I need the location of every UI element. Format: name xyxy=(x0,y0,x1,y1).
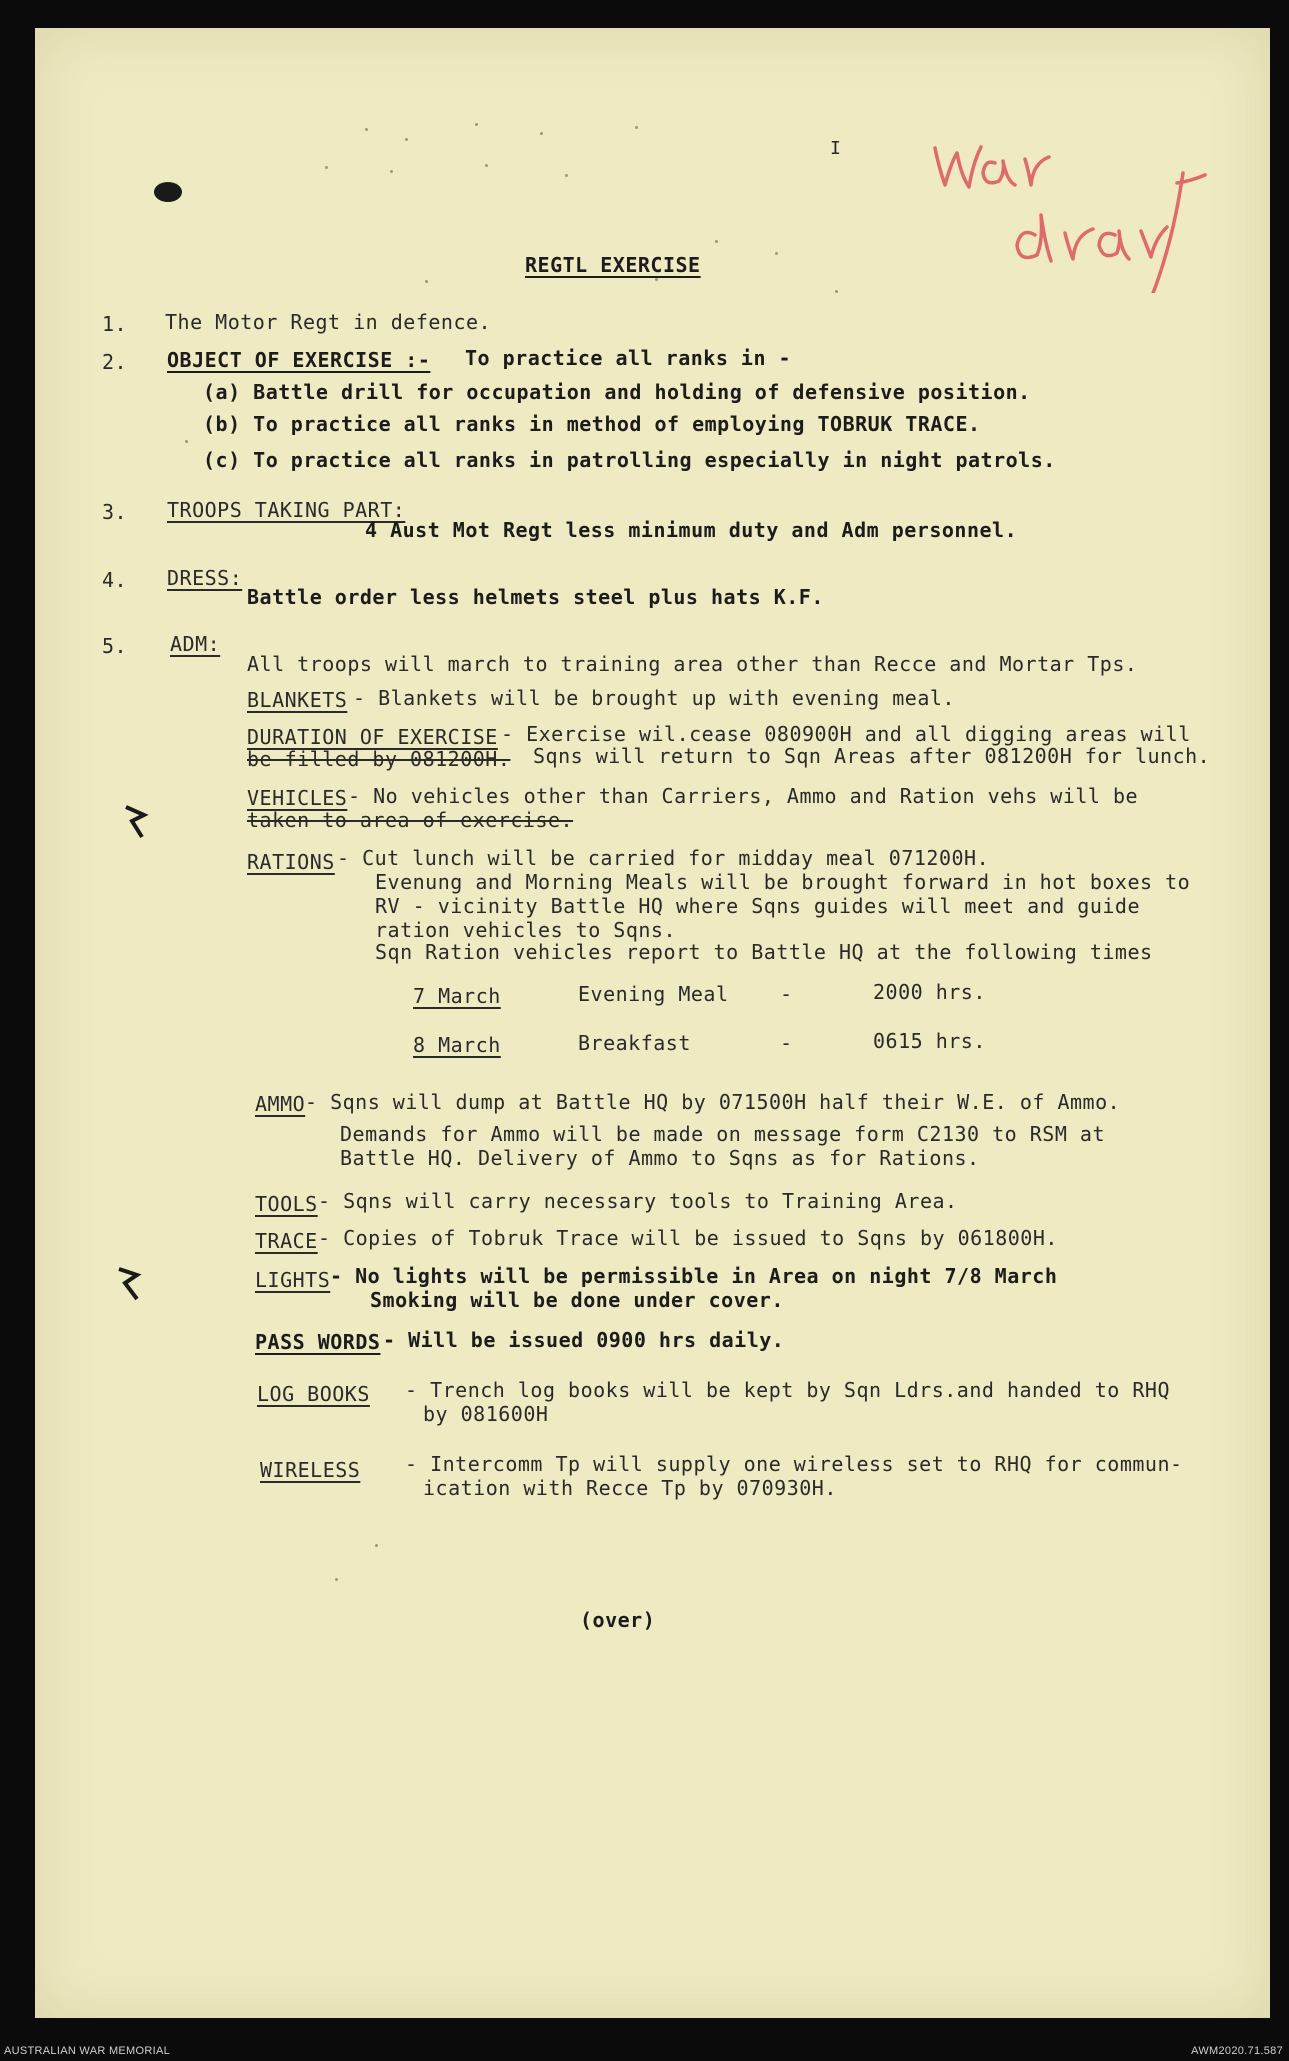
adm-text: - Intercomm Tp will supply one wireless set to RHQ for commun- xyxy=(405,1452,1183,1476)
rations-line: - Cut lunch will be carried for midday meal 071200H. xyxy=(337,846,990,870)
sub-item: (a) Battle drill for occupation and holding of defensive position. xyxy=(203,380,1031,404)
item-text: The Motor Regt in defence. xyxy=(165,310,492,334)
print-speck xyxy=(655,278,658,281)
section-label: OBJECT OF EXERCISE :- xyxy=(167,348,431,372)
sub-item: (b) To practice all ranks in method of employing TOBRUK TRACE. xyxy=(203,412,981,436)
adm-text: - Trench log books will be kept by Sqn Ldrs.and handed to RHQ xyxy=(405,1378,1171,1402)
print-speck xyxy=(365,128,368,131)
adm-text: - Sqns will dump at Battle HQ by 071500H half their W.E. of Ammo. xyxy=(305,1090,1121,1114)
item-number: 5. xyxy=(102,634,128,658)
schedule-time: 2000 hrs. xyxy=(873,980,986,1004)
rations-line: Evenung and Morning Meals will be brought forward in hot boxes to xyxy=(375,870,1191,894)
schedule-time: 0615 hrs. xyxy=(873,1029,986,1053)
punch-hole-mark xyxy=(150,178,190,208)
adm-text: - Copies of Tobruk Trace will be issued to Sqns by 061800H. xyxy=(318,1226,1058,1250)
adm-label-duration: DURATION OF EXERCISE xyxy=(247,725,498,749)
schedule-meal: Breakfast xyxy=(578,1031,691,1055)
war-diary-handwriting xyxy=(915,123,1245,293)
print-speck xyxy=(775,252,778,255)
adm-label-rations: RATIONS xyxy=(247,850,335,874)
page-title: REGTL EXERCISE xyxy=(525,253,701,277)
print-speck xyxy=(540,132,543,135)
adm-text: be filled by 081200H. xyxy=(247,747,511,771)
adm-text: - Exercise wil.cease 080900H and all digging areas will xyxy=(501,722,1191,746)
adm-text: - No vehicles other than Carriers, Ammo and Ration vehs will be xyxy=(348,784,1139,808)
schedule-date: 7 March xyxy=(413,984,501,1008)
adm-text: ication with Recce Tp by 070930H. xyxy=(423,1476,837,1500)
adm-text: - Will be issued 0900 hrs daily. xyxy=(383,1328,785,1352)
schedule-dash: - xyxy=(780,1031,793,1055)
footer-accession-number: AWM2020.71.587 xyxy=(1191,2045,1283,2057)
item-text: To practice all ranks in - xyxy=(465,346,792,370)
adm-text: Smoking will be done under cover. xyxy=(370,1288,784,1312)
adm-text: - No lights will be permissible in Area on night 7/8 March xyxy=(330,1264,1058,1288)
print-speck xyxy=(375,1544,378,1547)
adm-label-vehicles: VEHICLES xyxy=(247,786,348,810)
item-number: 3. xyxy=(102,500,128,524)
adm-label-blankets: BLANKETS xyxy=(247,688,348,712)
item-text: Battle order less helmets steel plus hats K.F. xyxy=(247,585,824,609)
schedule-meal: Evening Meal xyxy=(578,982,729,1006)
section-label: DRESS: xyxy=(167,566,243,590)
adm-label-lights: LIGHTS xyxy=(255,1268,331,1292)
rations-line: ration vehicles to Sqns. xyxy=(375,918,676,942)
print-speck xyxy=(565,174,568,177)
document-page xyxy=(35,28,1270,2018)
print-speck xyxy=(425,280,428,283)
print-speck xyxy=(635,126,638,129)
binding-mark xyxy=(120,803,150,843)
rations-line: Sqn Ration vehicles report to Battle HQ at the following times xyxy=(375,940,1153,964)
print-speck xyxy=(335,1578,338,1581)
adm-label-pass-words: PASS WORDS xyxy=(255,1330,381,1354)
print-speck xyxy=(475,123,478,126)
item-number: 4. xyxy=(102,568,128,592)
section-label: ADM: xyxy=(170,632,221,656)
binding-mark xyxy=(115,1263,145,1308)
print-speck xyxy=(185,440,188,443)
schedule-dash: - xyxy=(780,982,793,1006)
adm-text: taken to area of exercise. xyxy=(247,808,574,832)
print-speck xyxy=(325,166,328,169)
item-text: 4 Aust Mot Regt less minimum duty and Adm personnel. xyxy=(365,518,1018,542)
item-text: All troops will march to training area other than Recce and Mortar Tps. xyxy=(247,652,1138,676)
adm-text: Battle HQ. Delivery of Ammo to Sqns as for Rations. xyxy=(340,1146,980,1170)
adm-text: - Blankets will be brought up with evening meal. xyxy=(353,686,955,710)
print-speck xyxy=(390,170,393,173)
adm-text: Sqns will return to Sqn Areas after 081200H for lunch. xyxy=(533,744,1211,768)
item-number: 1. xyxy=(102,312,128,336)
rations-line: RV - vicinity Battle HQ where Sqns guides will meet and guide xyxy=(375,894,1141,918)
adm-label-trace: TRACE xyxy=(255,1229,318,1253)
print-speck xyxy=(715,240,718,243)
adm-label-wireless: WIRELESS xyxy=(260,1458,361,1482)
over-note: (over) xyxy=(580,1608,656,1632)
section-label: TROOPS TAKING PART: xyxy=(167,498,406,522)
adm-label-ammo: AMMO xyxy=(255,1092,306,1116)
adm-label-log-books: LOG BOOKS xyxy=(257,1382,370,1406)
adm-label-tools: TOOLS xyxy=(255,1192,318,1216)
adm-text: by 081600H xyxy=(423,1402,549,1426)
sub-item: (c) To practice all ranks in patrolling especially in night patrols. xyxy=(203,448,1056,472)
footer-source: AUSTRALIAN WAR MEMORIAL xyxy=(4,2045,171,2057)
print-speck xyxy=(485,164,488,167)
item-number: 2. xyxy=(102,350,128,374)
adm-text: - Sqns will carry necessary tools to Training Area. xyxy=(318,1189,958,1213)
print-speck xyxy=(405,138,408,141)
schedule-date: 8 March xyxy=(413,1033,501,1057)
print-speck xyxy=(835,290,838,293)
page-mark: I xyxy=(830,138,842,159)
adm-text: Demands for Ammo will be made on message form C2130 to RSM at xyxy=(340,1122,1106,1146)
